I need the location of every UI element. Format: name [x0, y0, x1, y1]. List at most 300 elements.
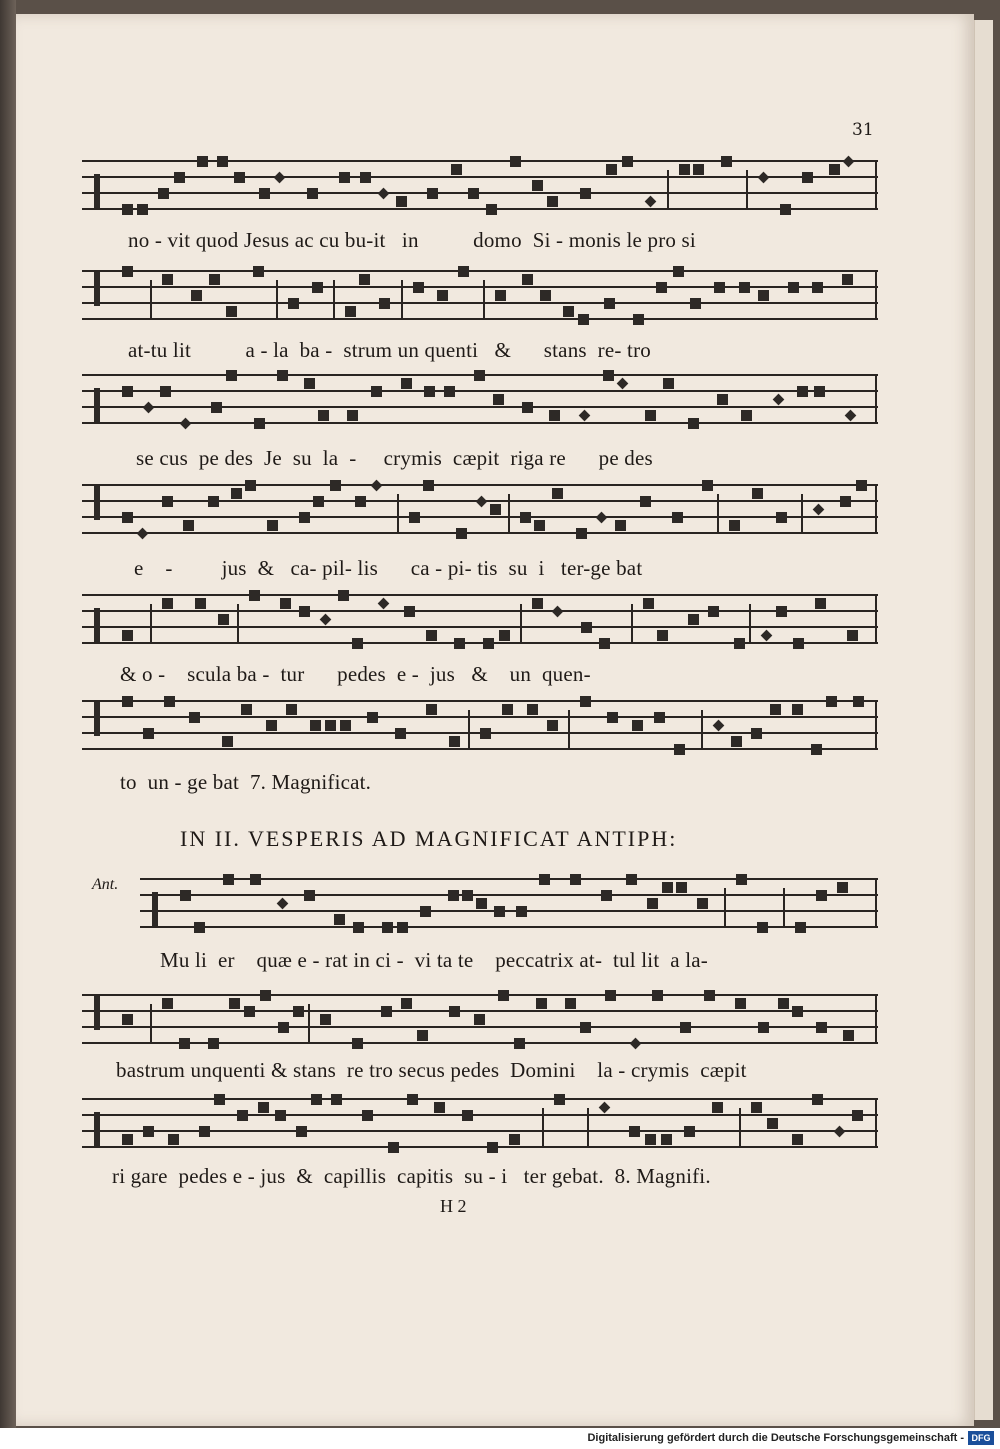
neume: [487, 1142, 498, 1153]
neume: [792, 1134, 803, 1145]
neume: [217, 156, 228, 167]
staff: [82, 700, 878, 752]
staff-line: [82, 516, 878, 518]
neume: [633, 314, 644, 325]
neume: [490, 504, 501, 515]
neume: [812, 282, 823, 293]
clef: [94, 486, 100, 520]
neume: [816, 890, 827, 901]
neume: [209, 274, 220, 285]
neume: [752, 488, 763, 499]
neume: [468, 188, 479, 199]
neume: [330, 480, 341, 491]
staff-line: [82, 748, 878, 750]
neume: [510, 156, 521, 167]
neume: [656, 282, 667, 293]
neume: [840, 496, 851, 507]
neume: [601, 890, 612, 901]
neume: [353, 922, 364, 933]
staff-line: [82, 1098, 878, 1100]
staff-line: [82, 1114, 878, 1116]
footer-text: Digitalisierung gefördert durch die Deutsche Forschungsgemeinschaft -: [587, 1432, 964, 1444]
neume: [214, 1094, 225, 1105]
neume: [856, 480, 867, 491]
neume: [158, 188, 169, 199]
neume: [778, 998, 789, 1009]
neume: [852, 1110, 863, 1121]
neume: [708, 606, 719, 617]
staff-line: [82, 626, 878, 628]
neume: [554, 1094, 565, 1105]
neume: [226, 370, 237, 381]
staff-line: [82, 302, 878, 304]
dfg-logo: DFG: [968, 1431, 994, 1445]
lyrics-line: ri gare pedes e - jus & capillis capitis su - i ter gebat. 8. Magnifi.: [112, 1164, 711, 1188]
neume: [253, 266, 264, 277]
neume: [122, 204, 133, 215]
neume: [360, 172, 371, 183]
book-spine: [0, 0, 16, 1449]
neume: [751, 728, 762, 739]
staff-line: [140, 910, 878, 912]
neume: [427, 188, 438, 199]
neume: [162, 598, 173, 609]
neume: [417, 1030, 428, 1041]
neume: [672, 512, 683, 523]
neume: [797, 386, 808, 397]
neume: [208, 496, 219, 507]
neume: [474, 1014, 485, 1025]
bar-line: [783, 888, 785, 928]
neume: [654, 712, 665, 723]
neume: [813, 504, 825, 516]
neume: [401, 378, 412, 389]
neume: [260, 990, 271, 1001]
staff-end-bar: [875, 700, 877, 748]
neume: [721, 156, 732, 167]
staff: [82, 1098, 878, 1150]
staff-end-bar: [875, 160, 877, 208]
neume: [318, 410, 329, 421]
neume: [407, 1094, 418, 1105]
neume: [345, 306, 356, 317]
neume: [223, 874, 234, 885]
neume: [540, 290, 551, 301]
lyrics-line: e - jus & ca- pil- lis ca - pi- tis su i ter-ge bat: [134, 556, 643, 580]
bar-line: [739, 1108, 741, 1148]
neume: [731, 736, 742, 747]
neume: [690, 298, 701, 309]
neume: [736, 874, 747, 885]
neume: [615, 520, 626, 531]
neume: [552, 606, 564, 618]
neume: [382, 922, 393, 933]
neume: [712, 1102, 723, 1113]
neume: [122, 630, 133, 641]
neume: [758, 1022, 769, 1033]
neume: [547, 720, 558, 731]
bar-line: [701, 710, 703, 750]
lyrics-line: & o - scula ba - tur pedes e - jus & un quen-: [120, 662, 591, 686]
staff-line: [82, 532, 878, 534]
neume: [456, 528, 467, 539]
neume: [605, 990, 616, 1001]
neume: [347, 410, 358, 421]
neume: [773, 394, 785, 406]
neume: [183, 520, 194, 531]
neume: [278, 1022, 289, 1033]
neume: [250, 874, 261, 885]
neume: [162, 496, 173, 507]
neume: [758, 172, 770, 184]
neume: [847, 630, 858, 641]
neume: [498, 990, 509, 1001]
neume: [379, 298, 390, 309]
neume: [122, 266, 133, 277]
neume: [673, 266, 684, 277]
neume: [277, 370, 288, 381]
neume: [792, 704, 803, 715]
section-heading: IN II. VESPERIS AD MAGNIFICAT ANTIPH:: [180, 826, 678, 851]
neume: [532, 598, 543, 609]
neume: [767, 1118, 778, 1129]
neume: [780, 204, 791, 215]
bar-line: [749, 604, 751, 644]
neume: [509, 1134, 520, 1145]
neume: [494, 906, 505, 917]
neume: [275, 1110, 286, 1121]
staff-line: [82, 270, 878, 272]
neume: [522, 402, 533, 413]
neume: [388, 1142, 399, 1153]
neume: [580, 1022, 591, 1033]
neume: [378, 598, 390, 610]
neume: [739, 282, 750, 293]
neume: [688, 418, 699, 429]
neume: [409, 512, 420, 523]
neume: [704, 990, 715, 1001]
staff: [140, 878, 878, 930]
neume: [483, 638, 494, 649]
neume: [449, 736, 460, 747]
neume: [426, 630, 437, 641]
neume: [688, 614, 699, 625]
neume: [296, 1126, 307, 1137]
neume: [581, 622, 592, 633]
antiphon-label: Ant.: [92, 876, 119, 893]
neume: [381, 1006, 392, 1017]
neume: [367, 712, 378, 723]
neume: [845, 410, 857, 422]
neume: [189, 712, 200, 723]
neume: [499, 630, 510, 641]
staff-end-bar: [875, 1098, 877, 1146]
staff-line: [82, 642, 878, 644]
bar-line: [333, 280, 335, 320]
neume: [662, 882, 673, 893]
neume: [826, 696, 837, 707]
neume: [842, 274, 853, 285]
neume: [160, 386, 171, 397]
neume: [218, 614, 229, 625]
neume: [199, 1126, 210, 1137]
neume: [355, 496, 366, 507]
neume: [596, 512, 608, 524]
neume: [244, 1006, 255, 1017]
lyrics-line: Mu li er quæ e - rat in ci - vi ta te peccatrix at- tul lit a la-: [160, 948, 708, 972]
bar-line: [237, 604, 239, 644]
neume: [476, 496, 488, 508]
neume: [734, 638, 745, 649]
staff-line: [82, 422, 878, 424]
neume: [758, 290, 769, 301]
neume: [647, 898, 658, 909]
neume: [122, 1014, 133, 1025]
neume: [693, 164, 704, 175]
neume: [829, 164, 840, 175]
neume: [174, 172, 185, 183]
neume: [462, 1110, 473, 1121]
lyrics-line: to un - ge bat 7. Magnificat.: [120, 770, 372, 794]
neume: [299, 512, 310, 523]
lyrics-line: at-tu lit a - la ba - strum un quenti & stans re- tro: [128, 338, 651, 362]
neume: [676, 882, 687, 893]
staff-line: [82, 716, 878, 718]
staff-end-bar: [875, 374, 877, 422]
neume: [578, 314, 589, 325]
neume: [674, 744, 685, 755]
neume: [137, 204, 148, 215]
neume: [208, 1038, 219, 1049]
neume: [661, 1134, 672, 1145]
bar-line: [520, 604, 522, 644]
page-edge: [974, 20, 993, 1420]
neume: [195, 598, 206, 609]
neume: [311, 1094, 322, 1105]
neume: [580, 696, 591, 707]
neume: [563, 306, 574, 317]
neume: [122, 1134, 133, 1145]
neume: [437, 290, 448, 301]
neume: [834, 1126, 846, 1138]
neume: [802, 172, 813, 183]
neume: [816, 1022, 827, 1033]
staff-line: [82, 994, 878, 996]
neume: [657, 630, 668, 641]
neume: [396, 196, 407, 207]
staff-end-bar: [875, 484, 877, 532]
neume: [579, 410, 591, 422]
neume: [378, 188, 390, 200]
neume: [474, 370, 485, 381]
bar-line: [276, 280, 278, 320]
neume: [395, 728, 406, 739]
neume: [254, 418, 265, 429]
neume: [514, 1038, 525, 1049]
lyrics-line: bastrum unquenti & stans re tro secus pedes Domini la - crymis cæpit: [116, 1058, 747, 1082]
neume: [274, 172, 286, 184]
clef: [94, 174, 100, 208]
bar-line: [631, 604, 633, 644]
neume: [713, 720, 725, 732]
neume: [792, 1006, 803, 1017]
neume: [604, 298, 615, 309]
neume: [304, 378, 315, 389]
clef: [94, 272, 100, 306]
staff-line: [82, 700, 878, 702]
neume: [420, 906, 431, 917]
neume: [843, 1030, 854, 1041]
neume: [352, 638, 363, 649]
neume: [549, 410, 560, 421]
neume: [645, 1134, 656, 1145]
staff-line: [82, 192, 878, 194]
bar-line: [308, 1004, 310, 1044]
staff: [82, 594, 878, 646]
neume: [702, 480, 713, 491]
neume: [299, 606, 310, 617]
neume: [837, 882, 848, 893]
neume: [423, 480, 434, 491]
neume: [310, 720, 321, 731]
neume: [334, 914, 345, 925]
neume: [340, 720, 351, 731]
staff-line: [140, 894, 878, 896]
lyrics-line: se cus pe des Je su la - crymis cæpit riga re pe des: [136, 446, 653, 470]
neume: [293, 1006, 304, 1017]
signature-mark: H 2: [440, 1196, 467, 1216]
neume: [536, 998, 547, 1009]
staff-line: [82, 208, 878, 210]
neume: [729, 520, 740, 531]
neume: [814, 386, 825, 397]
bar-line: [401, 280, 403, 320]
neume: [853, 696, 864, 707]
neume: [458, 266, 469, 277]
neume: [320, 1014, 331, 1025]
neume: [325, 720, 336, 731]
staff: [82, 994, 878, 1046]
neume: [776, 512, 787, 523]
staff-end-bar: [875, 270, 877, 318]
neume: [231, 488, 242, 499]
staff-line: [82, 484, 878, 486]
neume: [741, 410, 752, 421]
neume: [237, 1110, 248, 1121]
staff: [82, 484, 878, 536]
neume: [626, 874, 637, 885]
staff-end-bar: [875, 994, 877, 1042]
neume: [527, 704, 538, 715]
neume: [493, 394, 504, 405]
neume: [448, 890, 459, 901]
neume: [770, 704, 781, 715]
bar-line: [542, 1108, 544, 1148]
neume: [793, 638, 804, 649]
neume: [603, 370, 614, 381]
neume: [338, 590, 349, 601]
bar-line: [746, 170, 748, 210]
neume: [502, 704, 513, 715]
staff-line: [82, 610, 878, 612]
neume: [288, 298, 299, 309]
neume: [629, 1126, 640, 1137]
neume: [714, 282, 725, 293]
neume: [565, 998, 576, 1009]
staff: [82, 374, 878, 426]
neume: [680, 1022, 691, 1033]
neume: [451, 164, 462, 175]
neume: [286, 704, 297, 715]
clef: [94, 388, 100, 422]
neume: [304, 890, 315, 901]
neume: [122, 386, 133, 397]
neume: [788, 282, 799, 293]
neume: [486, 204, 497, 215]
neume: [320, 614, 332, 626]
neume: [197, 156, 208, 167]
clef: [94, 608, 100, 642]
neume: [570, 874, 581, 885]
staff-line: [82, 1010, 878, 1012]
neume: [434, 1102, 445, 1113]
neume: [194, 922, 205, 933]
neume: [617, 378, 629, 390]
neume: [245, 480, 256, 491]
neume: [495, 290, 506, 301]
bar-line: [150, 280, 152, 320]
neume: [162, 274, 173, 285]
neume: [751, 1102, 762, 1113]
neume: [426, 704, 437, 715]
neume: [241, 704, 252, 715]
neume: [168, 1134, 179, 1145]
bar-line: [717, 494, 719, 534]
neume: [449, 1006, 460, 1017]
bar-line: [724, 888, 726, 928]
neume: [249, 590, 260, 601]
neume: [607, 712, 618, 723]
neume: [352, 1038, 363, 1049]
neume: [424, 386, 435, 397]
bar-line: [468, 710, 470, 750]
staff: [82, 270, 878, 322]
neume: [516, 906, 527, 917]
bar-line: [667, 170, 669, 210]
neume: [522, 274, 533, 285]
neume: [520, 512, 531, 523]
neume: [313, 496, 324, 507]
bar-line: [150, 1004, 152, 1044]
bar-line: [568, 710, 570, 750]
neume: [404, 606, 415, 617]
staff-line: [82, 1042, 878, 1044]
neume: [454, 638, 465, 649]
bar-line: [397, 494, 399, 534]
neume: [757, 922, 768, 933]
neume: [632, 720, 643, 731]
neume: [815, 598, 826, 609]
neume: [122, 512, 133, 523]
bar-line: [508, 494, 510, 534]
neume: [462, 890, 473, 901]
neume: [401, 998, 412, 1009]
neume: [122, 696, 133, 707]
neume: [552, 488, 563, 499]
staff-line: [82, 286, 878, 288]
lyrics-line: no - vit quod Jesus ac cu bu-it in domo Si - monis le pro si: [128, 228, 696, 252]
neume: [413, 282, 424, 293]
